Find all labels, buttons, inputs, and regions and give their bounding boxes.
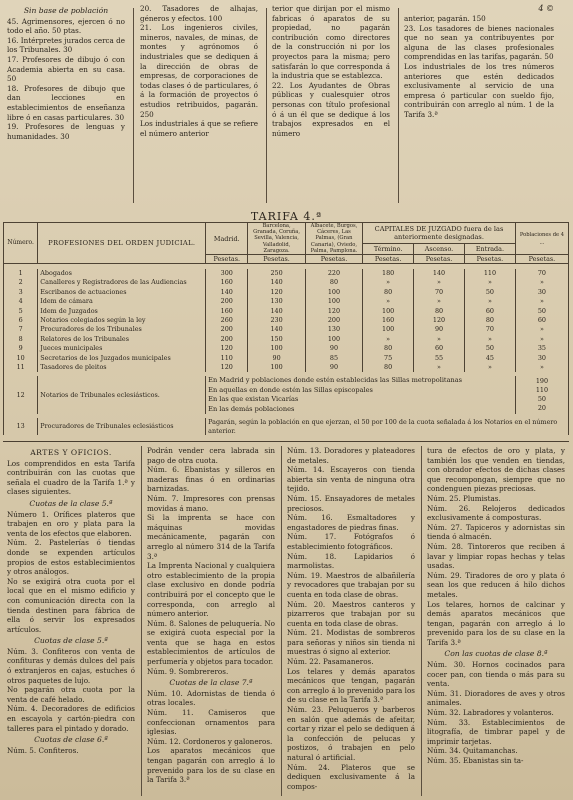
row-value: 220	[305, 269, 362, 278]
row-value: 140	[248, 325, 305, 334]
row-value: 75	[363, 354, 414, 363]
paragraph: Núm. 11. Camiseros que confeccionan ornamentos para iglesias.	[147, 708, 275, 737]
header-pesetas: Pesetas.	[363, 255, 414, 264]
row-value: 90	[305, 344, 362, 353]
paragraph: 17. Profesores de dibujo ó con Academia abierta en su casa. 50	[7, 54, 125, 84]
column-divider	[141, 446, 142, 796]
paragraph: Núm. 34. Quitamanchas.	[427, 746, 518, 756]
row-number: 4	[4, 297, 38, 306]
row-value: »	[515, 363, 568, 372]
paragraph: Núm. 4. Decoradores de edificios en escayola y cartón-piedra con talleres para el pintado y dorado.	[7, 704, 135, 733]
row-subdivisions	[206, 376, 516, 414]
row-value: 200	[305, 316, 362, 325]
paragraph: Núm. 17. Fotógrafos ó establecimiento fotográficos.	[287, 532, 415, 551]
paragraph: Núm. 10. Adornistas de tienda ó otras locales.	[147, 688, 275, 708]
row-value: 100	[363, 307, 414, 316]
table-row	[4, 278, 569, 287]
paragraph: 20. Tasadores de alhajas, géneros y efectos. 100	[140, 4, 258, 23]
paragraph: Núm. 13. Doradores y plateadores de metales.	[287, 446, 415, 465]
row-value: 90	[305, 363, 362, 372]
row-number: 1	[4, 269, 38, 278]
header-profesiones: PROFESIONES DEL ORDEN JUDICIAL.	[38, 223, 206, 264]
subdivision-value: 110	[535, 386, 549, 395]
subdivision-text: En las que existan Vicarías	[208, 395, 299, 404]
top-column-2	[140, 4, 258, 138]
subdivision-value: 190	[535, 377, 549, 386]
row-value: »	[464, 363, 515, 372]
subheading: Cuotas de la clase 7.ª	[169, 678, 253, 688]
paragraph: Núm. 7. Impresores con prensas movidas á mano.	[147, 493, 275, 513]
row-number: 13	[4, 418, 38, 435]
paragraph: La Imprenta Nacional y cualquiera otro establecimiento de la propia clase exclusivo en donde podría contribuirá por el concepto que le corresponda, con arreglo al número anterior.	[147, 561, 275, 619]
table-row	[4, 418, 569, 435]
row-value: 100	[248, 344, 305, 353]
paragraph: Núm. 31. Dioradores de aves y otros animales.	[427, 688, 565, 708]
paragraph: Núm. 5. Confiteros.	[7, 745, 79, 755]
header-albacete: Albacete, Burgos, Cáceres, Las Palmas, (Gran Canaria), Oviedo, Palma, Pamplona.	[305, 223, 362, 255]
row-profession: Tasadores de pleitos	[38, 363, 206, 372]
subdivision-value: 20	[537, 404, 546, 413]
row-value: 90	[248, 354, 305, 363]
row-profession: Notarios colegiados según la ley	[38, 316, 206, 325]
row-value: 160	[206, 278, 248, 287]
subdivision-value: 50	[537, 395, 546, 404]
row-profession: Procuradores de los Tribunales	[38, 325, 206, 334]
bottom-column-1	[7, 446, 135, 755]
paragraph: Núm. 3. Confiteros con venta de confituras y demás dulces del país ó extranjeros en cajas, estuches ó otros paquetes de lujo.	[7, 646, 135, 685]
paragraph: Núm. 30. Hornos cocinados para cocer pan, con tienda o más para su venta.	[427, 660, 565, 689]
paragraph: Núm. 19. Maestros de albañilería y revocadores que trabajan por su cuenta en toda clase de obras.	[287, 570, 415, 599]
paragraph: Núm. 9. Sombrereros.	[147, 666, 229, 676]
row-value: 55	[414, 354, 465, 363]
table-row	[4, 288, 569, 297]
row-note: Pagarán, según la población en que ejerzan, el 50 por 100 de la cuota señalada á los Notarios en el número anterior.	[206, 418, 569, 435]
header-numero: Número.	[4, 223, 38, 264]
row-value: »	[515, 335, 568, 344]
page-number: 4 ©	[538, 4, 554, 13]
column-divider	[266, 8, 267, 203]
row-value: 110	[464, 269, 515, 278]
paragraph: Núm. 33. Establecimientos de litografía, de timbrar papel y de imprimir tarjetas.	[427, 717, 565, 746]
row-profession: Escribanos de actuaciones	[38, 288, 206, 297]
header-madrid: Madrid.	[206, 223, 248, 255]
row-value: 30	[515, 354, 568, 363]
paragraph: Núm. 2. Pastelerías ó tiendas donde se expenden artículos propios de estos establecimientos y otros análogos.	[7, 538, 135, 577]
row-value: »	[414, 335, 465, 344]
table-row	[4, 363, 569, 372]
row-value: »	[464, 335, 515, 344]
row-value: 60	[414, 344, 465, 353]
row-number: 2	[4, 278, 38, 287]
paragraph: Núm. 28. Tintoreros que reciben á lavar y limpiar ropas hechas y telas usadas.	[427, 541, 565, 571]
bottom-column-2	[147, 446, 275, 785]
paragraph: anterior, pagarán. 150	[404, 14, 486, 23]
row-number: 5	[4, 307, 38, 316]
paragraph: terior que dirijan por el mismo fabricas ó aparatos de su propiedad, no pagarán contribución como directores de la construcción ni por los proyectos para la misma; pero satisfarán lo que corresponda á la industria que se establezca.	[272, 4, 390, 81]
subheading: Cuotas de clase 6.ª	[34, 735, 108, 745]
table-row	[4, 325, 569, 334]
row-value: 120	[305, 307, 362, 316]
top-column-4	[404, 14, 554, 120]
table-row	[4, 316, 569, 325]
paragraph: 23. Los tasadores de bienes nacionales que no sean ya contribuyentes por alguna de las clases profesionales comprendidas en las tarifas, pagarán. 50	[404, 23, 554, 62]
table-row	[4, 269, 569, 278]
row-value: 140	[414, 269, 465, 278]
table-title: TARIFA 4.ª	[250, 210, 323, 223]
row-value: 70	[464, 325, 515, 334]
header-ascenso: Ascenso.	[414, 243, 465, 254]
row-value: 110	[206, 354, 248, 363]
paragraph: No pagarán otra cuota por la venta de café helado.	[7, 685, 135, 704]
paragraph: Núm. 16. Esmaltadores y engastadores de piedras finas.	[287, 513, 415, 532]
table-row	[4, 307, 569, 316]
header-pesetas: Pesetas.	[515, 255, 568, 264]
paragraph: Los aparatos mecánicos que tengan pagarán con arreglo á lo prevenido para los de su clase en la Tarifa 3.ª	[147, 746, 275, 785]
row-value: 70	[515, 269, 568, 278]
row-value: »	[515, 278, 568, 287]
header-termino: Término.	[363, 243, 414, 254]
row-value: 50	[464, 344, 515, 353]
row-value: 150	[248, 335, 305, 344]
column-divider	[398, 8, 399, 203]
row-value: »	[363, 335, 414, 344]
row-value: »	[464, 278, 515, 287]
paragraph: tura de efectos de oro y plata, y también los que venden en tiendas, con obrador efectos de dichas clases que recompongan, siempre que no condenguen piezas preciosas.	[427, 446, 565, 494]
row-number: 11	[4, 363, 38, 372]
row-value: 230	[248, 316, 305, 325]
row-value: 300	[206, 269, 248, 278]
row-number: 7	[4, 325, 38, 334]
header-pesetas: Pesetas.	[464, 255, 515, 264]
row-number: 6	[4, 316, 38, 325]
row-value: 160	[206, 307, 248, 316]
row-value: 50	[464, 288, 515, 297]
header-pesetas: Pesetas.	[414, 255, 465, 264]
paragraph: Número 1. Orífices plateros que trabajen en oro y plata para la venta de los efectos que elaboren.	[7, 509, 135, 538]
row-value: 140	[248, 307, 305, 316]
subheading: Con las cuotas de clase 8.ª	[444, 649, 548, 659]
row-value: 100	[248, 363, 305, 372]
subdivision-text: En Madrid y poblaciones donde estén establecidas las Sillas metropolitanas	[208, 376, 463, 385]
paragraph: Núm. 15. Ensayadores de metales preciosos.	[287, 493, 415, 513]
row-value: 120	[206, 344, 248, 353]
row-value: 200	[206, 325, 248, 334]
row-value: 180	[363, 269, 414, 278]
column-divider	[133, 8, 134, 203]
row-value: 45	[464, 354, 515, 363]
subheading: Cuotas de la clase 5.ª	[29, 498, 113, 508]
row-number: 9	[4, 344, 38, 353]
paragraph: Los industriales á que se refiere el número anterior	[140, 119, 258, 138]
table-row	[4, 344, 569, 353]
row-profession: Idem de cámara	[38, 297, 206, 306]
row-value: 120	[248, 288, 305, 297]
paragraph: Núm. 6. Ebanistas y silleros en maderas finas ó en ordinarias barnizadas.	[147, 465, 275, 494]
row-value: 80	[363, 288, 414, 297]
paragraph: 22. Los Ayudantes de Obras públicas y cualesquier otros personas con título profesional ó á un él que se dedique á los trabajos expresados en el número	[272, 80, 390, 138]
row-value: 140	[248, 278, 305, 287]
row-value: 35	[515, 344, 568, 353]
row-subdivision-values	[515, 376, 568, 414]
row-value: 60	[464, 307, 515, 316]
table-row	[4, 376, 569, 414]
subdivision-text: En las demás poblaciones	[208, 404, 295, 413]
row-value: »	[414, 297, 465, 306]
header-capitales: CAPITALES DE JUZGADO fuera de las anteriormente designadas.	[363, 223, 516, 244]
section-heading: Sin base de población	[23, 6, 109, 15]
header-poblaciones: Poblaciones de 4 ...	[515, 223, 568, 255]
row-profession: Idem de Juzgados	[38, 307, 206, 316]
tarifa-table	[3, 222, 569, 435]
table-row	[4, 335, 569, 344]
paragraph: Núm. 14. Escayeros con tienda abierta sin venta de ninguna otra tejido.	[287, 465, 415, 494]
paragraph: Núm. 22. Pasamaneros.	[287, 657, 374, 667]
paragraph: Núm. 32. Labradores y volanteros.	[427, 708, 554, 718]
paragraph: Podrán vender cera labrada sin pago de otra cuota.	[147, 446, 275, 465]
row-profession: Abogados	[38, 269, 206, 278]
bottom-column-4	[427, 446, 565, 766]
row-number: 12	[4, 376, 38, 414]
paragraph: 16. Intérpretes jurados cerca de los Tribunales. 30	[7, 35, 125, 55]
paragraph: Los telares, hornos de calcinar y demás aparatos mecánicos que tengan, pagarán con arreglo á lo prevenido para los de su clase en la Tarifa 3.ª	[427, 599, 565, 647]
paragraph: Núm. 12. Cordoneros y galoneros.	[147, 736, 273, 746]
subdivision-text: En aquellas en donde estén las Sillas episcopales	[208, 385, 373, 394]
row-value: 140	[206, 288, 248, 297]
row-profession: Jueces municipales	[38, 344, 206, 353]
row-profession: Relatores de los Tribunales	[38, 335, 206, 344]
row-value: »	[464, 297, 515, 306]
row-value: 90	[414, 325, 465, 334]
row-value: 260	[206, 316, 248, 325]
row-value: »	[515, 297, 568, 306]
row-value: 100	[305, 335, 362, 344]
row-value: 80	[464, 316, 515, 325]
row-value: »	[363, 297, 414, 306]
row-value: 160	[363, 316, 414, 325]
paragraph: Los industriales de los tres números anteriores que estén dedicados exclusivamente al servicio de una empresa ó particular con sueldo fijo, contribuirán con arreglo al núm. 1 de la Tarifa 3.ª	[404, 61, 554, 119]
row-value: 130	[305, 325, 362, 334]
paragraph: Los telares y demás aparatos mecánicos que tengan, pagarán con arreglo á lo prevenido para los de su clase en la Tarifa 3.ª	[287, 666, 415, 705]
row-value: 85	[305, 354, 362, 363]
paragraph: Núm. 21. Modistas de sombreros para señoras y niños sin tienda ni muestras ó signo al exterior.	[287, 628, 415, 657]
paragraph: Núm. 26. Relojeros dedicados exclusivamente á composturas.	[427, 503, 565, 523]
paragraph: Si la imprenta se hace con máquinas movidas mecánicamente, pagarán con arreglo al número 314 de la Tarifa 3.ª	[147, 513, 275, 561]
paragraph: Núm. 35. Ebanistas sin ta-	[427, 756, 524, 765]
paragraph: 18. Profesores de dibujo que dan lecciones en establecimientos de enseñanza libre ó en casas particulares. 30	[7, 83, 125, 122]
row-value: 80	[305, 278, 362, 287]
tarifa-body	[4, 264, 569, 436]
row-profession: Procuradores de Tribunales eclesiásticos	[38, 418, 206, 435]
row-value: 120	[206, 363, 248, 372]
row-value: 50	[515, 307, 568, 316]
section-heading: ARTES Y OFICIOS.	[30, 448, 112, 457]
row-profession: Notarios de Tribunales eclesiásticos.	[38, 376, 206, 414]
row-value: 100	[363, 325, 414, 334]
row-number: 3	[4, 288, 38, 297]
row-value: 80	[363, 363, 414, 372]
row-value: 80	[414, 307, 465, 316]
row-value: 100	[305, 297, 362, 306]
paragraph: Los comprendidos en esta Tarifa contribuirán con las cuotas que señala el cuadro de la Tarifa 1.ª y clases siguientes.	[7, 458, 135, 497]
table-row	[4, 297, 569, 306]
table-row	[4, 354, 569, 363]
subheading: Cuotas de clase 5.ª	[34, 636, 108, 646]
column-divider	[281, 446, 282, 796]
paragraph: 21. Los ingenieros civiles, mineros, navales, de minas, de montes y agrónomos ó industriales que se dediquen á la dirección de obras de empresas, de corporaciones de todas clases ó de particulares, ó á la formación de proyectos ó estudios retribuidos, pagarán. 250	[140, 23, 258, 119]
header-pesetas: Pesetas.	[305, 255, 362, 264]
paragraph: Núm. 18. Lapidarios ó marmolistas.	[287, 551, 415, 571]
row-value: 80	[363, 344, 414, 353]
top-column-1	[7, 4, 125, 141]
row-value: 30	[515, 288, 568, 297]
paragraph: Núm. 23. Peluqueros y barberos en salón que además de afeitar, cortar y rizar el pelo se dediquen á la confección de pelucas y postizos, ó trabajen en pelo natural ó artificial.	[287, 705, 415, 762]
paragraph: 19. Profesores de lenguas y humanidades. 30	[7, 122, 125, 141]
row-value: »	[414, 363, 465, 372]
paragraph: Núm. 29. Tiradores de oro y plata ó sean los que reducen á hilo dichos metales.	[427, 570, 565, 599]
paragraph: No se exigirá otra cuota por el local que en el mismo edificio y con comunicación directa con la tienda destinen para fábrica de ella ó servir los expresados artículos.	[7, 576, 135, 634]
row-value: 120	[414, 316, 465, 325]
row-value: 200	[206, 297, 248, 306]
row-value: 130	[248, 297, 305, 306]
row-value: 100	[305, 288, 362, 297]
header-barcelona: Barcelona, Granada, Coruña, Sevilla, Valencia, Valladolid, Zaragoza.	[248, 223, 305, 255]
row-value: »	[414, 278, 465, 287]
section-divider	[3, 441, 569, 442]
bottom-column-3	[287, 446, 415, 791]
paragraph: Núm. 20. Maestros canteros y pizarreros que trabajan por su cuenta en toda clase de obras.	[287, 599, 415, 628]
top-column-3	[272, 4, 390, 138]
row-value: 70	[414, 288, 465, 297]
row-profession: Canalleres y Registradores de las Audiencias	[38, 278, 206, 287]
row-value: »	[363, 278, 414, 287]
header-pesetas: Pesetas.	[248, 255, 305, 264]
row-number: 8	[4, 335, 38, 344]
header-entrada: Entrada.	[464, 243, 515, 254]
row-value: 250	[248, 269, 305, 278]
row-value: »	[515, 325, 568, 334]
paragraph: Núm. 8. Salones de peluquería. No se exigirá cuota especial por la venta que se haga en estos establecimientos de artículos de perfumería y objetos para tocador.	[147, 618, 275, 667]
header-pesetas: Pesetas.	[206, 255, 248, 264]
paragraph: Núm. 24. Plateros que se dediquen exclusivamente á la compos-	[287, 762, 415, 791]
row-number: 10	[4, 354, 38, 363]
paragraph: Núm. 27. Tapiceros y adornistas sin tienda ó almacén.	[427, 522, 565, 542]
row-value: 60	[515, 316, 568, 325]
row-profession: Secretarios de los Juzgados municipales	[38, 354, 206, 363]
paragraph: 45. Agrimensores, ejercen ó no todo el año. 50 ptas.	[7, 16, 125, 36]
column-divider	[421, 446, 422, 796]
paragraph: Núm. 25. Plumistas.	[427, 493, 501, 503]
row-value: 200	[206, 335, 248, 344]
